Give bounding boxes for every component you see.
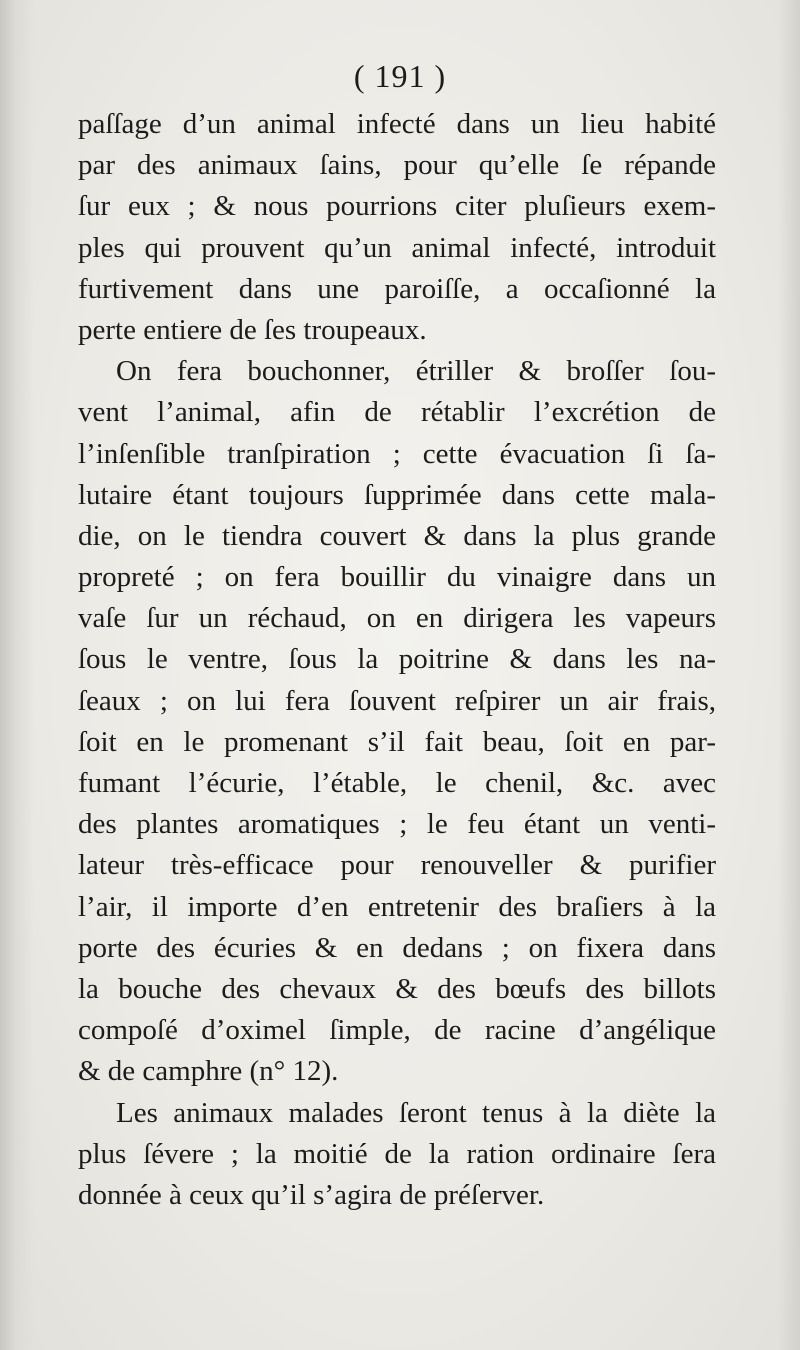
- text-line: On fera bouchonner, étriller & broſſer ſou-: [116, 355, 716, 388]
- page-number: ( 191 ): [353, 58, 447, 94]
- text-line: des plantes aromatiques ; le feu étant un venti-: [78, 808, 716, 841]
- text-line: die, on le tiendra couvert & dans la plus grande: [78, 519, 716, 552]
- text-line: furtivement dans une paroiſſe, a occaſionné la: [78, 272, 716, 305]
- text-line: lateur très-efficace pour renouveller & purifier: [78, 849, 716, 882]
- text-line: ſoit en le promenant s’il fait beau, ſoit en par-: [78, 725, 716, 758]
- text-line: par des animaux ſains, pour qu’elle ſe répande: [78, 149, 716, 182]
- text-line: fumant l’écurie, l’étable, le chenil, &c. avec: [78, 767, 716, 799]
- body-text: [78, 104, 716, 1216]
- text-line: plus ſévere ; la moitié de la ration ordinaire ſera: [78, 1137, 716, 1170]
- paragraph: [78, 351, 716, 1092]
- text-line: compoſé d’oximel ſimple, de racine d’angélique: [78, 1014, 716, 1047]
- text-line: porte des écuries & en dedans ; on fixera dans: [78, 931, 716, 964]
- text-line: paſſage d’un animal infecté dans un lieu habité: [78, 108, 716, 140]
- text-line: Les animaux malades ſeront tenus à la diète la: [116, 1096, 716, 1129]
- text-line: ſous le ventre, ſous la poitrine & dans les na-: [78, 643, 716, 676]
- page-edge-shadow: [778, 0, 800, 1350]
- text-line: l’inſenſible tranſpiration ; cette évacuation ſi ſa-: [78, 437, 716, 470]
- text-line: & de camphre (n° 12).: [78, 1055, 339, 1088]
- text-line: perte entiere de ſes troupeaux.: [78, 313, 427, 346]
- paragraph: [78, 1093, 716, 1217]
- text-line: ſeaux ; on lui fera ſouvent reſpirer un air frais,: [78, 684, 716, 717]
- text-line: propreté ; on fera bouillir du vinaigre dans un: [78, 561, 716, 594]
- text-line: lutaire étant toujours ſupprimée dans cette mala-: [78, 478, 716, 511]
- text-line: l’air, il importe d’en entretenir des braſiers à la: [78, 890, 716, 923]
- text-line: vent l’animal, afin de rétablir l’excrétion de: [78, 396, 716, 429]
- page-gutter-shadow: [0, 0, 34, 1350]
- text-line: ſur eux ; & nous pourrions citer pluſieurs exem-: [78, 190, 716, 223]
- paragraph: [78, 104, 716, 351]
- text-line: la bouche des chevaux & des bœufs des billots: [78, 972, 716, 1005]
- text-line: ples qui prouvent qu’un animal infecté, introduit: [78, 231, 716, 264]
- text-line: donnée à ceux qu’il s’agira de préſerver.: [78, 1178, 545, 1211]
- text-line: vaſe ſur un réchaud, on en dirigera les vapeurs: [78, 602, 716, 635]
